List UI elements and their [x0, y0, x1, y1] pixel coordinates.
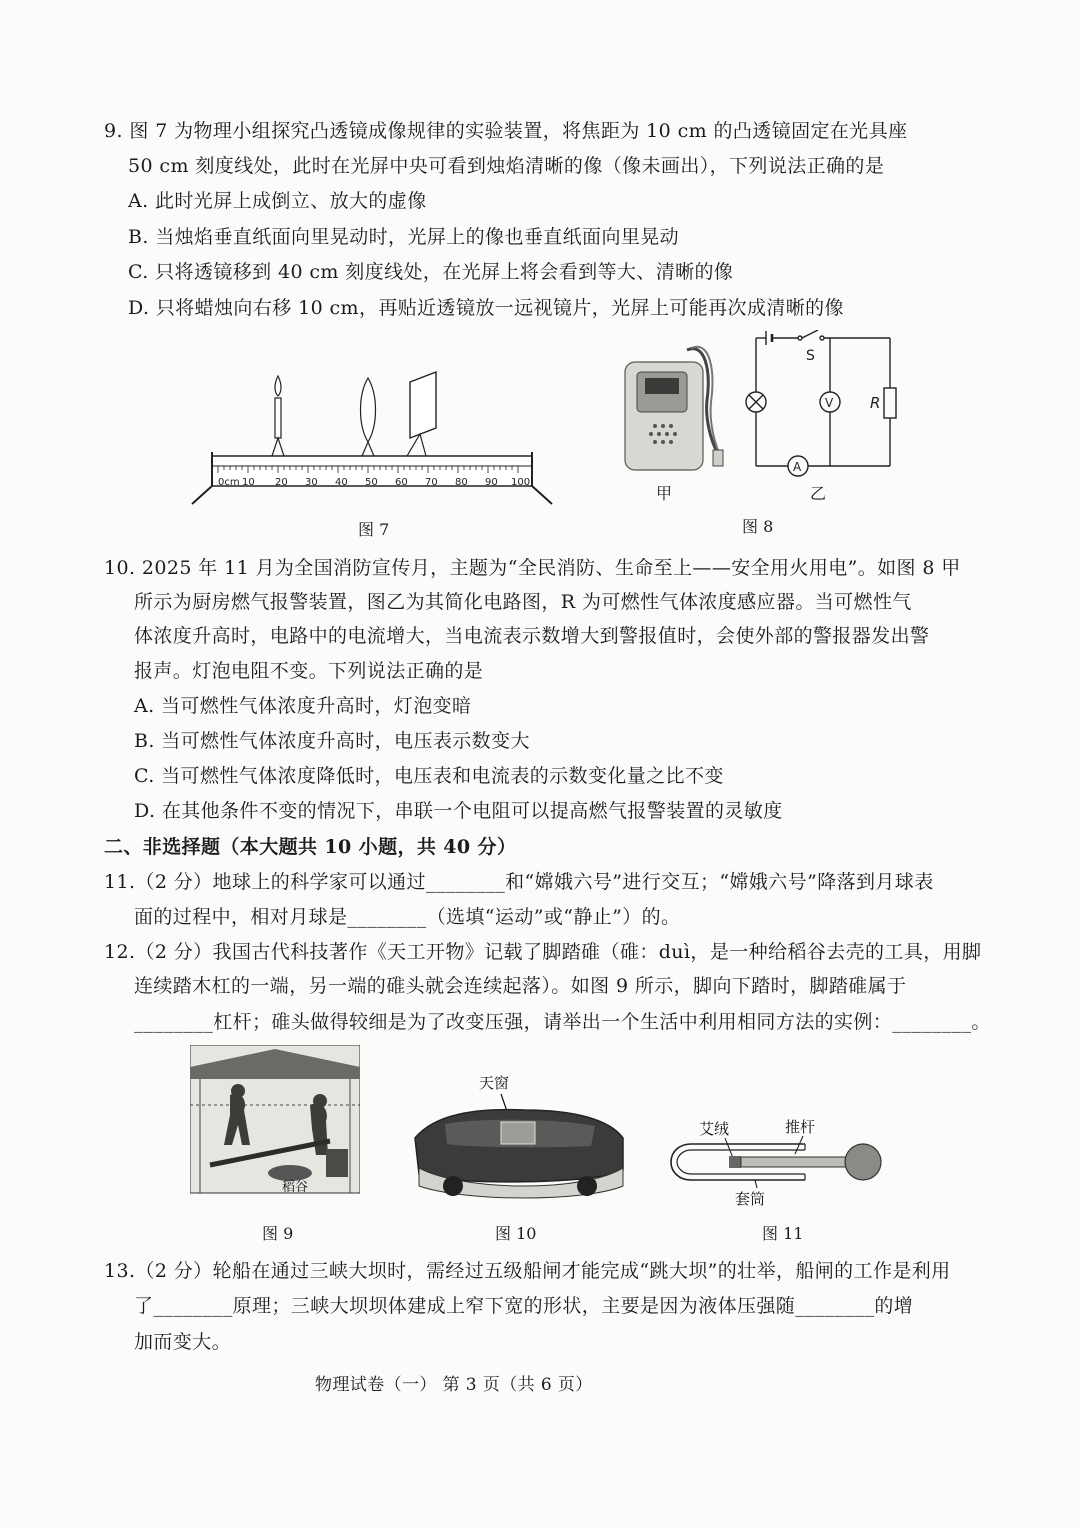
- label-ai-rong: 艾绒: [699, 1120, 730, 1138]
- figure-8a-label: 甲: [656, 484, 673, 503]
- ruler-label-0: 0cm: [218, 477, 240, 488]
- q10-option-a: A. 当可燃性气体浓度升高时，灯泡变暗: [134, 695, 472, 717]
- figure-10-car: [405, 1068, 635, 1208]
- q9-option-b: B. 当烛焰垂直纸面向里晃动时，光屏上的像也垂直纸面向里晃动: [128, 226, 680, 248]
- voltmeter-label: V: [825, 396, 834, 410]
- q10-option-b: B. 当可燃性气体浓度升高时，电压表示数变大: [134, 730, 530, 752]
- q12-line-3: ________杠杆；碓头做得较细是为了改变压强，请举出一个生活中利用相同方法的实例：________。: [134, 1011, 991, 1033]
- q10-line-4: 报声。灯泡电阻不变。下列说法正确的是: [134, 660, 484, 682]
- q13-line-1: 13.（2 分）轮船在通过三峡大坝时，需经过五级船闸才能完成“跳大坝”的壮举，船闸的工作是利用: [104, 1260, 951, 1282]
- q10-option-d: D. 在其他条件不变的情况下，串联一个电阻可以提高燃气报警装置的灵敏度: [134, 800, 783, 822]
- ruler-label-80: 80: [455, 477, 468, 488]
- q12-line-1: 12.（2 分）我国古代科技著作《天工开物》记载了脚踏碓（碓：duì，是一种给稻谷去壳的工具，用脚: [104, 941, 982, 963]
- figure-8a-gas-alarm: [615, 340, 735, 485]
- ruler-label-60: 60: [395, 477, 408, 488]
- q9-option-a: A. 此时光屏上成倒立、放大的虚像: [128, 190, 427, 212]
- q10-line-2: 所示为厨房燃气报警装置，图乙为其简化电路图，R 为可燃性气体浓度感应器。当可燃性气: [134, 591, 912, 613]
- q11-line-1: 11.（2 分）地球上的科学家可以通过________和“嫦娥六号”进行交互；“嫦娥六号”降落到月球表: [104, 871, 934, 893]
- page-footer: 物理试卷（一） 第 3 页（共 6 页）: [315, 1375, 593, 1395]
- figure-11-moxa-device: [665, 1112, 895, 1212]
- ruler-label-90: 90: [485, 477, 498, 488]
- q10-line-1: 10. 2025 年 11 月为全国消防宣传月，主题为“全民消防、生命至上——安全用火用电”。如图 8 甲: [104, 557, 961, 579]
- ruler-label-40: 40: [335, 477, 348, 488]
- figure-11-caption: 图 11: [762, 1224, 804, 1243]
- q9-option-d: D. 只将蜡烛向右移 10 cm，再贴近透镜放一远视镜片，光屏上可能再次成清晰的像: [128, 297, 844, 319]
- q10-option-c: C. 当可燃性气体浓度降低时，电压表和电流表的示数变化量之比不变: [134, 765, 724, 787]
- q9-stem-line-1: 9. 图 7 为物理小组探究凸透镜成像规律的实验装置，将焦距为 10 cm 的凸透镜固定在光具座: [104, 120, 908, 142]
- q11-line-2: 面的过程中，相对月球是________（选填“运动”或“静止”）的。: [134, 906, 681, 928]
- q9-stem-line-2: 50 cm 刻度线处，此时在光屏中央可看到烛焰清晰的像（像未画出），下列说法正确的是: [128, 155, 885, 177]
- light-screen: [407, 372, 436, 456]
- figure-8b-circuit: [738, 330, 908, 480]
- convex-lens: [361, 378, 376, 456]
- figure-8b-label: 乙: [810, 484, 827, 503]
- q9-option-c: C. 只将透镜移到 40 cm 刻度线处，在光屏上将会看到等大、清晰的像: [128, 261, 734, 283]
- ruler-label-50: 50: [365, 477, 378, 488]
- q12-line-2: 连续踏木杠的一端，另一端的碓头就会连续起落）。如图 9 所示，脚向下踏时，脚踏碓属于: [134, 975, 907, 997]
- figure-7-optical-bench: [180, 370, 560, 510]
- q13-line-2: 了________原理；三峡大坝坝体建成上窄下宽的形状，主要是因为液体压强随________的增: [134, 1295, 914, 1317]
- label-push-rod: 推杆: [785, 1118, 816, 1136]
- ammeter-label: A: [793, 460, 802, 474]
- figure-9-illustration: [190, 1045, 360, 1195]
- ruler-label-70: 70: [425, 477, 438, 488]
- figure-9-caption: 图 9: [262, 1224, 294, 1243]
- label-sleeve: 套筒: [735, 1190, 766, 1208]
- q13-line-3: 加而变大。: [134, 1331, 232, 1353]
- ruler-label-30: 30: [305, 477, 318, 488]
- q10-line-3: 体浓度升高时，电路中的电流增大，当电流表示数增大到警报值时，会使外部的警报器发出警: [134, 625, 930, 647]
- figure-9-label: 稻谷: [282, 1180, 309, 1195]
- figure-10-caption: 图 10: [495, 1224, 537, 1243]
- candle: [272, 376, 284, 456]
- switch-label: S: [806, 348, 815, 364]
- figure-8-caption: 图 8: [742, 517, 774, 536]
- ruler-label-20: 20: [275, 477, 288, 488]
- section-2-heading: 二、非选择题（本大题共 10 小题，共 40 分）: [104, 836, 517, 858]
- resistor-label: R: [870, 394, 881, 412]
- figure-10-label: 天窗: [479, 1074, 510, 1092]
- ruler-label-100: 100: [511, 477, 531, 488]
- ruler-label-10: 10: [242, 477, 255, 488]
- figure-7-caption: 图 7: [358, 520, 390, 539]
